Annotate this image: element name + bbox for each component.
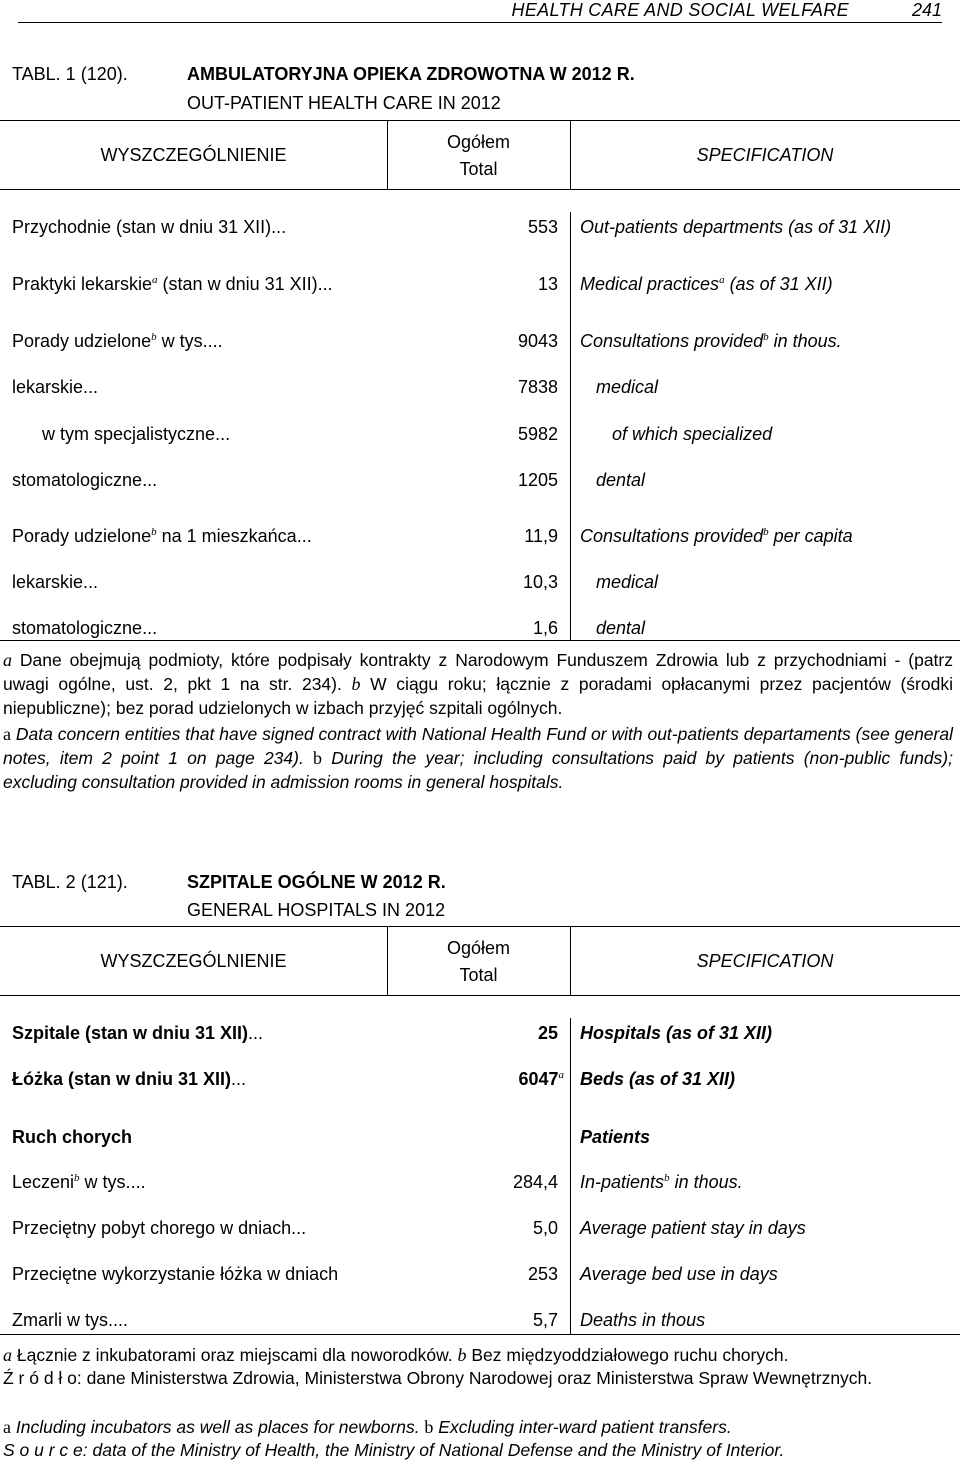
table-number: TABL. 2 (121). bbox=[12, 872, 128, 892]
header-total-en: Total bbox=[459, 965, 498, 985]
table-rule bbox=[0, 640, 960, 641]
row-label-en: Consultations provided$^b$ per capita bbox=[580, 526, 853, 546]
row-value: 11,9 bbox=[524, 526, 558, 546]
row-label-en: Hospitals (as of 31 XII) bbox=[580, 1023, 773, 1043]
row-label-en: of which specialized bbox=[612, 424, 773, 444]
column-divider bbox=[570, 1018, 571, 1334]
row-label-pl: Leczeni$^b$ w tys.... bbox=[12, 1172, 146, 1192]
footnote-marker: b bbox=[151, 331, 157, 343]
row-value: 1205 bbox=[517, 470, 558, 490]
row-label-pl: Łóżka (stan w dniu 31 XII)... bbox=[12, 1069, 247, 1089]
row-label-pl: Szpitale (stan w dniu 31 XII)... bbox=[12, 1023, 264, 1043]
row-label-pl: Ruch chorych bbox=[12, 1127, 133, 1147]
table-rule bbox=[0, 189, 960, 190]
row-value: 1,6 bbox=[532, 618, 558, 638]
footnotes-pl: a Dane obejmują podmioty, które podpisały kontrakty z Narodowym Funduszem Zdrowia lub z przychodniami - (patrz uwagi ogólne, ust. 2, pkt 1 na str. 234). b W ciągu roku; łącznie z poradami opłacanymi przez pacjentów (środki niepubliczne); bez porad udzielonych w izbach przyjęć szpitali ogólnych. bbox=[3, 650, 953, 718]
page-header bbox=[18, 0, 942, 23]
row-label-en: medical bbox=[596, 572, 659, 592]
table-rule bbox=[0, 120, 960, 121]
row-value: 553 bbox=[527, 217, 558, 237]
row-value: 284,4 bbox=[512, 1172, 558, 1192]
running-section-title: HEALTH CARE AND SOCIAL WELFARE bbox=[511, 0, 849, 20]
row-label-en: medical bbox=[596, 377, 659, 397]
row-label-pl: Przeciętne wykorzystanie łóżka w dniach bbox=[12, 1264, 339, 1284]
header-total-en: Total bbox=[459, 159, 498, 179]
row-label-en: Average patient stay in days bbox=[580, 1218, 806, 1238]
table-rule bbox=[0, 926, 960, 927]
table-rule bbox=[0, 1334, 960, 1335]
row-label-pl: lekarskie... bbox=[12, 572, 99, 592]
row-label-pl: stomatologiczne... bbox=[12, 470, 158, 490]
footnote-marker: b bbox=[763, 331, 769, 343]
row-value: 13 bbox=[537, 274, 558, 294]
footnote-marker: a bbox=[719, 274, 725, 286]
row-label-en: Average bed use in days bbox=[580, 1264, 778, 1284]
table-number: TABL. 1 (120). bbox=[12, 64, 128, 84]
footnote-marker: b bbox=[151, 526, 157, 538]
row-label-pl: Przeciętny pobyt chorego w dniach... bbox=[12, 1218, 307, 1238]
row-label-pl: Praktyki lekarskie$^a$ (stan w dniu 31 XII)... bbox=[12, 274, 333, 294]
table-rule bbox=[0, 995, 960, 996]
footnotes-en: a Including incubators as well as places for newborns. b Excluding inter-ward patient transfers. bbox=[3, 1417, 732, 1437]
footnotes-en: a Data concern entities that have signed contract with National Health Fund or with out-patients departaments (see general notes, item 2 point 1 on page 234). b During the year; including consultations paid by patients (non-public funds); excluding consultation provided in admission rooms in general hospitals. bbox=[3, 724, 953, 792]
table-title-pl: AMBULATORYJNA OPIEKA ZDROWOTNA W 2012 R. bbox=[187, 64, 635, 84]
row-label-pl: lekarskie... bbox=[12, 377, 99, 397]
row-value: 25 bbox=[537, 1023, 558, 1043]
row-value: 253 bbox=[527, 1264, 558, 1284]
row-label-en: Out-patients departments (as of 31 XII) bbox=[580, 217, 892, 237]
row-label-en: Patients bbox=[580, 1127, 651, 1147]
header-specification-en: SPECIFICATION bbox=[696, 145, 834, 165]
row-label-pl: Porady udzielone$^b$ w tys.... bbox=[12, 331, 223, 351]
header-specification-pl: WYSZCZEGÓLNIENIE bbox=[100, 145, 287, 165]
footnotes-pl: a Łącznie z inkubatorami oraz miejscami dla noworodków. b Bez międzyoddziałowego ruchu chorych. bbox=[3, 1345, 789, 1365]
row-label-pl: w tym specjalistyczne... bbox=[42, 424, 231, 444]
row-label-pl: Przychodnie (stan w dniu 31 XII)... bbox=[12, 217, 287, 237]
row-value: 5,7 bbox=[532, 1310, 558, 1330]
header-total-pl: Ogółem bbox=[446, 938, 511, 958]
row-value: 10,3 bbox=[522, 572, 558, 592]
table-title-en: GENERAL HOSPITALS IN 2012 bbox=[187, 900, 446, 920]
footnote-marker: a bbox=[152, 274, 158, 286]
footnote-marker: b bbox=[763, 526, 769, 538]
footnote-marker: b bbox=[664, 1172, 670, 1184]
row-value: 9043 bbox=[517, 331, 558, 351]
row-value: 5982 bbox=[517, 424, 558, 444]
row-label-en: Consultations provided$^b$ in thous. bbox=[580, 331, 842, 351]
row-label-pl: Zmarli w tys.... bbox=[12, 1310, 129, 1330]
table-title-pl: SZPITALE OGÓLNE W 2012 R. bbox=[187, 872, 446, 892]
row-label-en: In-patients$^b$ in thous. bbox=[580, 1172, 743, 1192]
row-value: 5,0 bbox=[532, 1218, 558, 1238]
source-note-en: S o u r c e: data of the Ministry of Health, the Ministry of National Defense and the Ministry of Interior. bbox=[3, 1440, 785, 1460]
table-title-en: OUT-PATIENT HEALTH CARE IN 2012 bbox=[187, 93, 501, 113]
page-number: 241 bbox=[911, 0, 942, 20]
row-label-en: Medical practices$^a$ (as of 31 XII) bbox=[580, 274, 833, 294]
header-specification-en: SPECIFICATION bbox=[696, 951, 834, 971]
row-value: 7838 bbox=[517, 377, 558, 397]
header-total-pl: Ogółem bbox=[446, 132, 511, 152]
row-label-pl: stomatologiczne... bbox=[12, 618, 158, 638]
row-label-pl: Porady udzielone$^b$ na 1 mieszkańca... bbox=[12, 526, 312, 546]
row-label-en: dental bbox=[596, 470, 646, 490]
source-note-pl: Ź r ó d ł o: dane Ministerstwa Zdrowia, Ministerstwa Obrony Narodowej oraz Ministerstwa Spraw Wewnętrznych. bbox=[3, 1368, 873, 1388]
row-value: 6047$^a$ bbox=[518, 1069, 564, 1089]
row-label-en: Deaths in thous bbox=[580, 1310, 706, 1330]
header-specification-pl: WYSZCZEGÓLNIENIE bbox=[100, 951, 287, 971]
row-label-en: dental bbox=[596, 618, 646, 638]
row-label-en: Beds (as of 31 XII) bbox=[580, 1069, 736, 1089]
footnote-marker: a bbox=[558, 1069, 564, 1081]
column-divider bbox=[570, 212, 571, 640]
footnote-marker: b bbox=[74, 1172, 80, 1184]
